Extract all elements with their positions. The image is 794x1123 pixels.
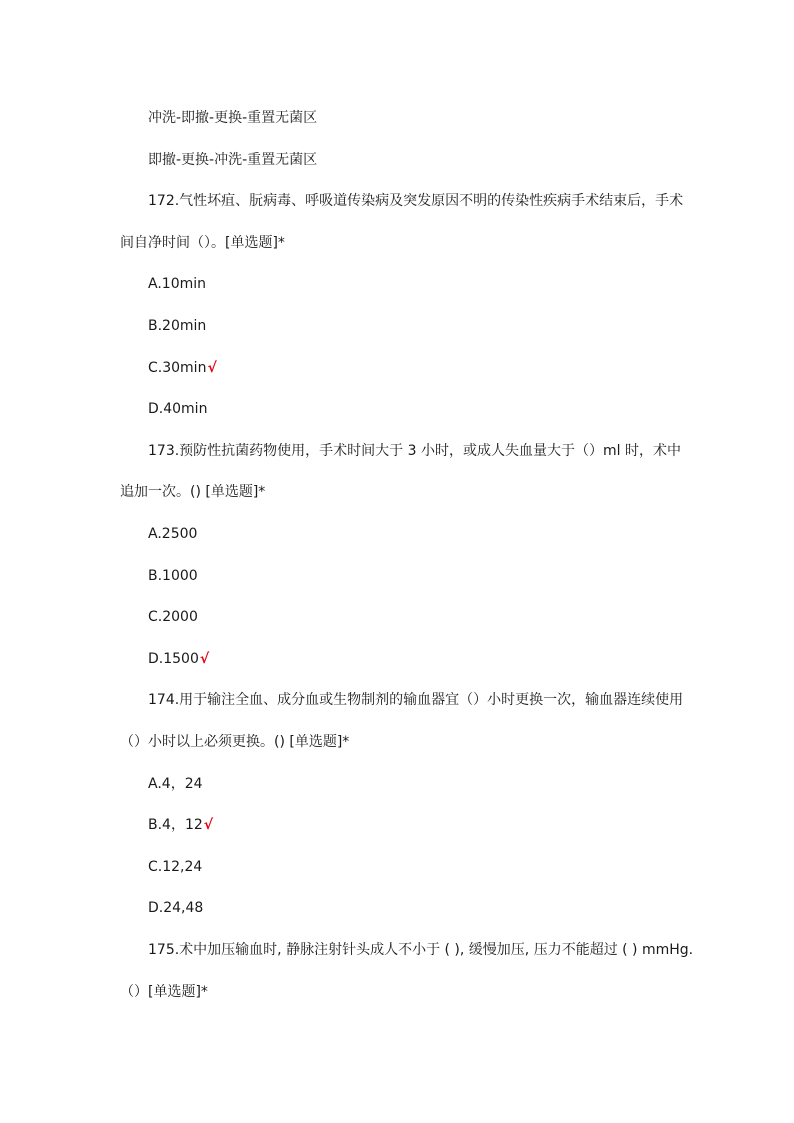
option-label: B.20min <box>148 318 207 334</box>
question-172-option-a <box>148 274 206 294</box>
question-175-stem-cont: （）[单选题]* <box>120 984 208 1000</box>
option-label: A.2500 <box>148 526 198 542</box>
question-173-stem-cont: 追加一次。() [单选题]* <box>120 484 266 500</box>
question-174-stem-cont: （）小时以上必须更换。() [单选题]* <box>120 734 350 750</box>
option-label: A.10min <box>148 276 206 292</box>
correct-check-icon: √ <box>207 360 217 376</box>
question-172-option-b <box>148 316 206 336</box>
question-173-stem: 173.预防性抗菌药物使用，手术时间大于 3 小时，或成人失血量大于（）ml 时，术中 <box>148 443 681 459</box>
question-172-stem: 172.气性坏疽、朊病毒、呼吸道传染病及突发原因不明的传染性疾病手术结束后，手术 <box>148 193 684 209</box>
question-174-option-d <box>148 898 203 918</box>
question-173-option-a <box>148 524 197 544</box>
question-172-stem-cont: 间自净时间（）。[单选题]* <box>120 235 285 251</box>
question-172-option-c <box>148 358 217 378</box>
question-173-option-c <box>148 607 198 627</box>
option-label: C.2000 <box>148 609 198 625</box>
question-174-option-a <box>148 774 203 794</box>
question-173-option-d <box>148 649 209 669</box>
question-172-option-d <box>148 399 207 419</box>
option-label: B.1000 <box>148 568 198 584</box>
option-label: D.24,48 <box>148 900 204 916</box>
question-174-option-c <box>148 857 202 877</box>
question-173-option-b <box>148 566 198 586</box>
option-label: D.40min <box>148 401 208 417</box>
correct-check-icon: √ <box>199 651 210 667</box>
question-175-stem: 175.术中加压输血时, 静脉注射针头成人不小于 ( ), 缓慢加压, 压力不能超过 ( ) mmHg. <box>148 942 694 958</box>
option-text: 冲洗-即撤-更换-重置无菌区 <box>148 110 318 126</box>
option-label: B.4，12 <box>148 817 203 833</box>
option-text: 即撤-更换-冲洗-重置无菌区 <box>148 152 318 168</box>
correct-check-icon: √ <box>203 817 214 833</box>
question-174-option-b <box>148 815 213 835</box>
option-label: C.30min <box>148 360 207 376</box>
option-label: A.4，24 <box>148 776 203 792</box>
option-label: D.1500 <box>148 651 199 667</box>
option-label: C.12,24 <box>148 859 203 875</box>
question-174-stem: 174.用于输注全血、成分血或生物制剂的输血器宜（）小时更换一次，输血器连续使用 <box>148 692 684 708</box>
